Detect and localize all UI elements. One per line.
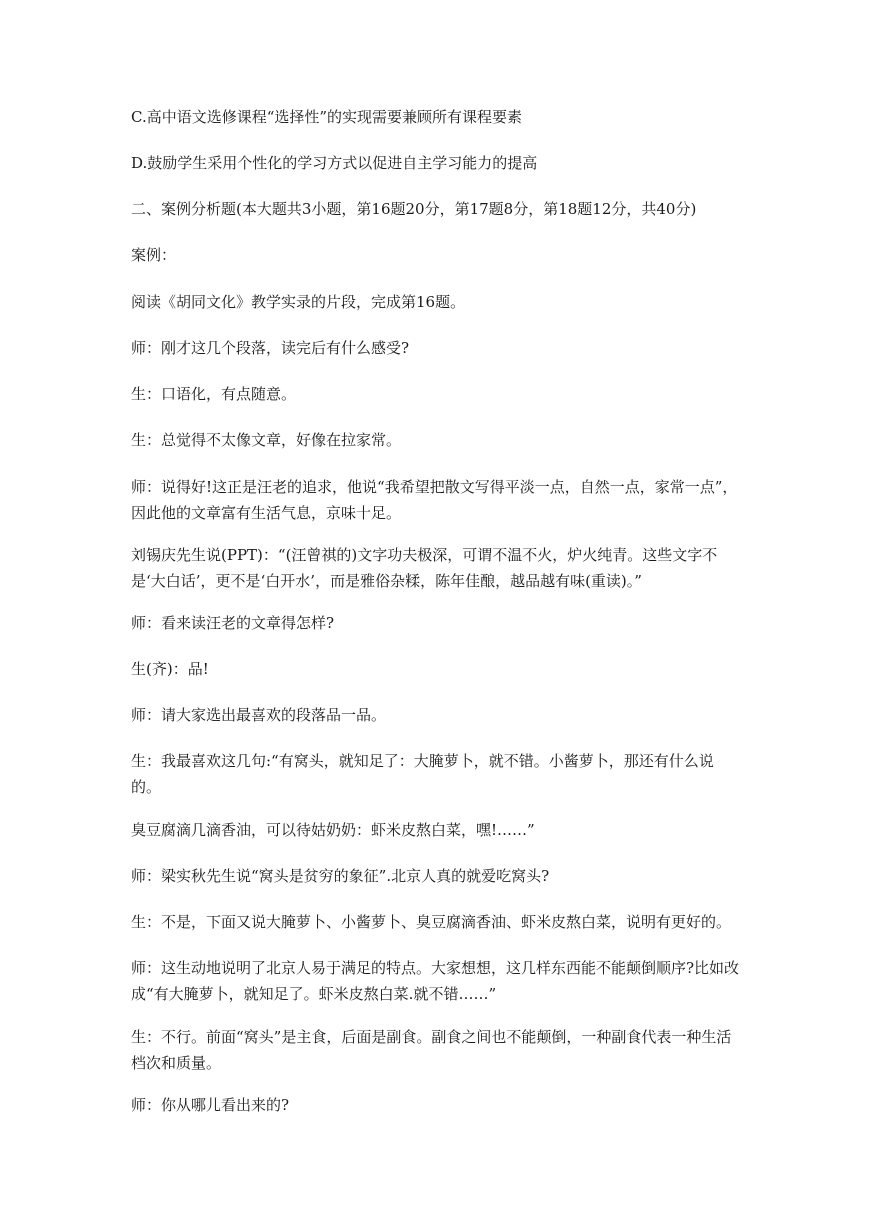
section-heading: 二、案例分析题(本大题共3小题，第16题20分，第17题8分，第18题12分，共40分) bbox=[131, 200, 697, 218]
dialogue-line: 臭豆腐滴几滴香油，可以待姑奶奶：虾米皮熬白菜，嘿!……” bbox=[131, 821, 535, 839]
dialogue-line: 生：总觉得不太像文章，好像在拉家常。 bbox=[131, 431, 402, 449]
dialogue-line: 生(齐)：品! bbox=[131, 660, 209, 678]
dialogue-line: 生：口语化，有点随意。 bbox=[131, 385, 297, 403]
dialogue-line: 师：这生动地说明了北京人易于满足的特点。大家想想，这几样东西能不能颠倒顺序?比如改成“有大腌萝卜，就知足了。虾米皮熬白菜.就不错……” bbox=[131, 959, 740, 1003]
dialogue-line: 师：看来读汪老的文章得怎样? bbox=[131, 614, 335, 632]
dialogue-line: 生：不行。前面“窝头”是主食，后面是副食。副食之间也不能颠倒，一种副食代表一种生活档次和质量。 bbox=[131, 1028, 732, 1072]
reading-instruction: 阅读《胡同文化》教学实录的片段，完成第16题。 bbox=[131, 293, 466, 311]
dialogue-line: 师：你从哪儿看出来的? bbox=[131, 1096, 290, 1114]
dialogue-line: 师：梁实秋先生说“窝头是贫穷的象征”.北京人真的就爱吃窝头? bbox=[131, 867, 550, 885]
dialogue-line: 师：请大家选出最喜欢的段落品一品。 bbox=[131, 706, 387, 724]
case-label: 案例： bbox=[131, 246, 177, 264]
dialogue-line: 生：我最喜欢这几句:“有窝头，就知足了：大腌萝卜，就不错。小酱萝卜，那还有什么说的。 bbox=[131, 752, 714, 796]
dialogue-line: 生：不是，下面又说大腌萝卜、小酱萝卜、臭豆腐滴香油、虾米皮熬白菜，说明有更好的。 bbox=[131, 913, 732, 931]
paragraph-option-d: D.鼓励学生采用个性化的学习方式以促进自主学习能力的提高 bbox=[131, 154, 538, 172]
paragraph-option-c: C.高中语文选修课程“选择性”的实现需要兼顾所有课程要素 bbox=[131, 108, 523, 126]
quote-paragraph: 刘锡庆先生说(PPT)：“(汪曾祺的)文字功夫极深，可谓不温不火，炉火纯青。这些文字不是‘大白话’，更不是‘白开水’，而是雅俗杂糅，陈年佳酿，越品越有味(重读)。” bbox=[131, 546, 718, 590]
dialogue-line: 师：说得好!这正是汪老的追求，他说“我希望把散文写得平淡一点，自然一点，家常一点”，因此他的文章富有生活气息，京味十足。 bbox=[131, 478, 738, 522]
dialogue-line: 师：刚才这几个段落，读完后有什么感受? bbox=[131, 339, 410, 357]
